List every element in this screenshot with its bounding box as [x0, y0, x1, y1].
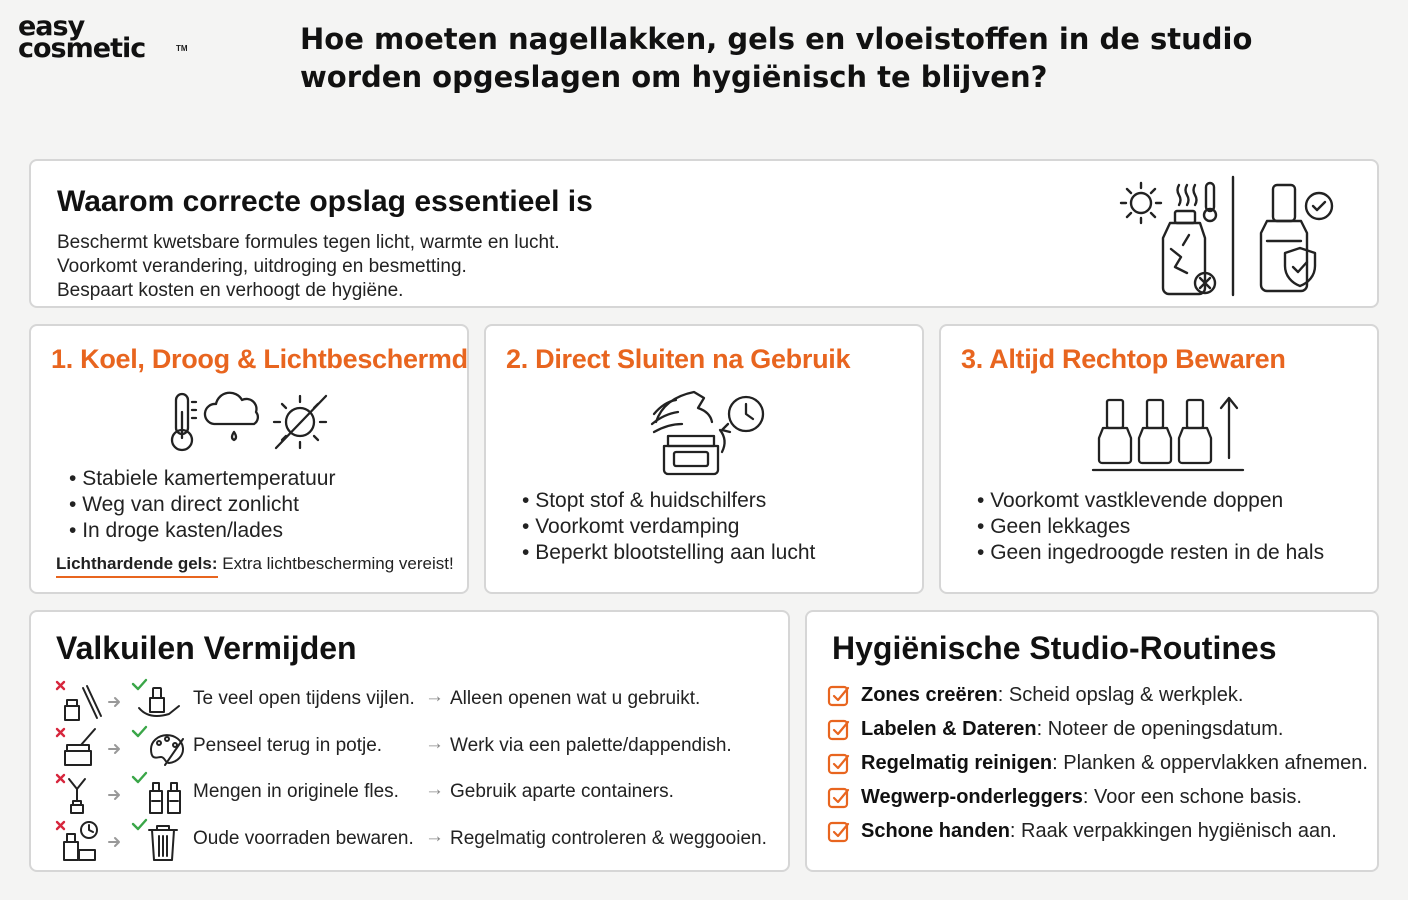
routine-item [827, 818, 1367, 848]
routine-bold: Regelmatig reinigen [861, 752, 1053, 774]
checkbox-checked-icon [827, 718, 851, 742]
upright-bottles-arrow-icon [1091, 394, 1246, 474]
pitfall-row [53, 818, 783, 862]
note-bold: Lichthardende gels: [56, 554, 218, 578]
why-section [29, 159, 1379, 308]
routine-text: : Planken & oppervlakken afnemen. [1052, 752, 1368, 774]
list-item: • Voorkomt vastklevende doppen [977, 488, 1324, 514]
pitfall-bad: Penseel terug in potje. [193, 735, 383, 756]
thermometer-rain-no-sun-icon [166, 390, 336, 454]
why-line: Beschermt kwetsbare formules tegen licht, warmte en lucht. [57, 232, 560, 253]
why-line: Bespaart kosten en verhoogt de hygiëne. [57, 280, 404, 301]
list-item: • Voorkomt verdamping [522, 514, 815, 540]
checkbox-checked-icon [827, 786, 851, 810]
storage-damage-vs-protected-icon [1107, 171, 1357, 301]
list-item: • Stabiele kamertemperatuur [69, 466, 335, 492]
pitfall-arrow: → [425, 733, 444, 754]
hand-closing-jar-clock-icon [646, 384, 771, 476]
pitfall-good: Werk via een palette/dappendish. [450, 735, 732, 756]
step-heading: 1. Koel, Droog & Lichtbeschermd [51, 344, 468, 374]
step-heading: 3. Altijd Rechtop Bewaren [961, 344, 1286, 374]
old-stock-trash-icon [53, 818, 193, 862]
pitfall-row [53, 771, 783, 815]
pitfall-good: Regelmatig controleren & weggooien. [450, 828, 767, 849]
mixing-bottle-containers-icon [53, 771, 193, 815]
why-lines [57, 231, 560, 303]
step-bullets [69, 466, 335, 544]
pitfall-arrow: → [425, 686, 444, 707]
note-text: Extra lichtbescherming vereist! [217, 554, 454, 573]
step-heading: 2. Direct Sluiten na Gebruik [506, 344, 851, 374]
pitfall-bad: Te veel open tijdens vijlen. [193, 688, 415, 709]
step-bullets [522, 488, 815, 566]
pitfalls-heading: Valkuilen Vermijden [56, 630, 357, 666]
routine-item [827, 716, 1367, 746]
open-bottle-file-icon [53, 678, 193, 722]
pitfall-arrow: → [425, 826, 444, 847]
brand-logo [18, 11, 188, 72]
list-item: • Beperkt blootstelling aan lucht [522, 540, 815, 566]
routines-section [805, 610, 1379, 872]
routine-bold: Schone handen [861, 820, 1010, 842]
list-item: • Weg van direct zonlicht [69, 492, 335, 518]
routine-bold: Labelen & Dateren [861, 718, 1037, 740]
pitfall-arrow: → [425, 779, 444, 800]
routine-item [827, 750, 1367, 780]
why-line: Voorkomt verandering, uitdroging en besmetting. [57, 256, 467, 277]
pitfall-bad: Mengen in originele fles. [193, 781, 399, 802]
trademark: TM [176, 44, 188, 53]
pitfall-bad: Oude voorraden bewaren. [193, 828, 414, 849]
checkbox-checked-icon [827, 684, 851, 708]
step-store-upright [939, 324, 1379, 594]
pitfall-good: Gebruik aparte containers. [450, 781, 674, 802]
brand-line2: cosmetic [18, 33, 146, 64]
routine-text: : Noteer de openingsdatum. [1036, 718, 1284, 740]
routine-text: : Voor een schone basis. [1082, 786, 1302, 808]
routine-text: : Raak verpakkingen hygiënisch aan. [1009, 820, 1337, 842]
routine-item [827, 682, 1367, 712]
pitfall-good: Alleen openen wat u gebruikt. [450, 688, 701, 709]
page-title: Hoe moeten nagellakken, gels en vloeistoffen in de studio worden opgeslagen om hygiënisch te blijven? [300, 22, 1253, 94]
pitfalls-section [29, 610, 790, 872]
brand-line1: easy [18, 11, 85, 42]
routine-item [827, 784, 1367, 814]
why-heading: Waarom correcte opslag essentieel is [57, 185, 593, 218]
list-item: • Stopt stof & huidschilfers [522, 488, 815, 514]
step-cool-dry [29, 324, 469, 594]
brush-in-jar-palette-icon [53, 725, 193, 769]
routine-bold: Zones creëren [861, 684, 998, 706]
routine-bold: Wegwerp-onderleggers [861, 786, 1083, 808]
step-close-after-use [484, 324, 924, 594]
list-item: • In droge kasten/lades [69, 518, 335, 544]
list-item: • Geen lekkages [977, 514, 1324, 540]
list-item: • Geen ingedroogde resten in de hals [977, 540, 1324, 566]
checkbox-checked-icon [827, 820, 851, 844]
routines-heading: Hygiënische Studio-Routines [832, 630, 1277, 666]
checkbox-checked-icon [827, 752, 851, 776]
pitfall-row [53, 725, 783, 769]
step-bullets [977, 488, 1324, 566]
pitfall-row [53, 678, 783, 722]
gel-note [56, 554, 454, 574]
routine-text: : Scheid opslag & werkplek. [997, 684, 1244, 706]
